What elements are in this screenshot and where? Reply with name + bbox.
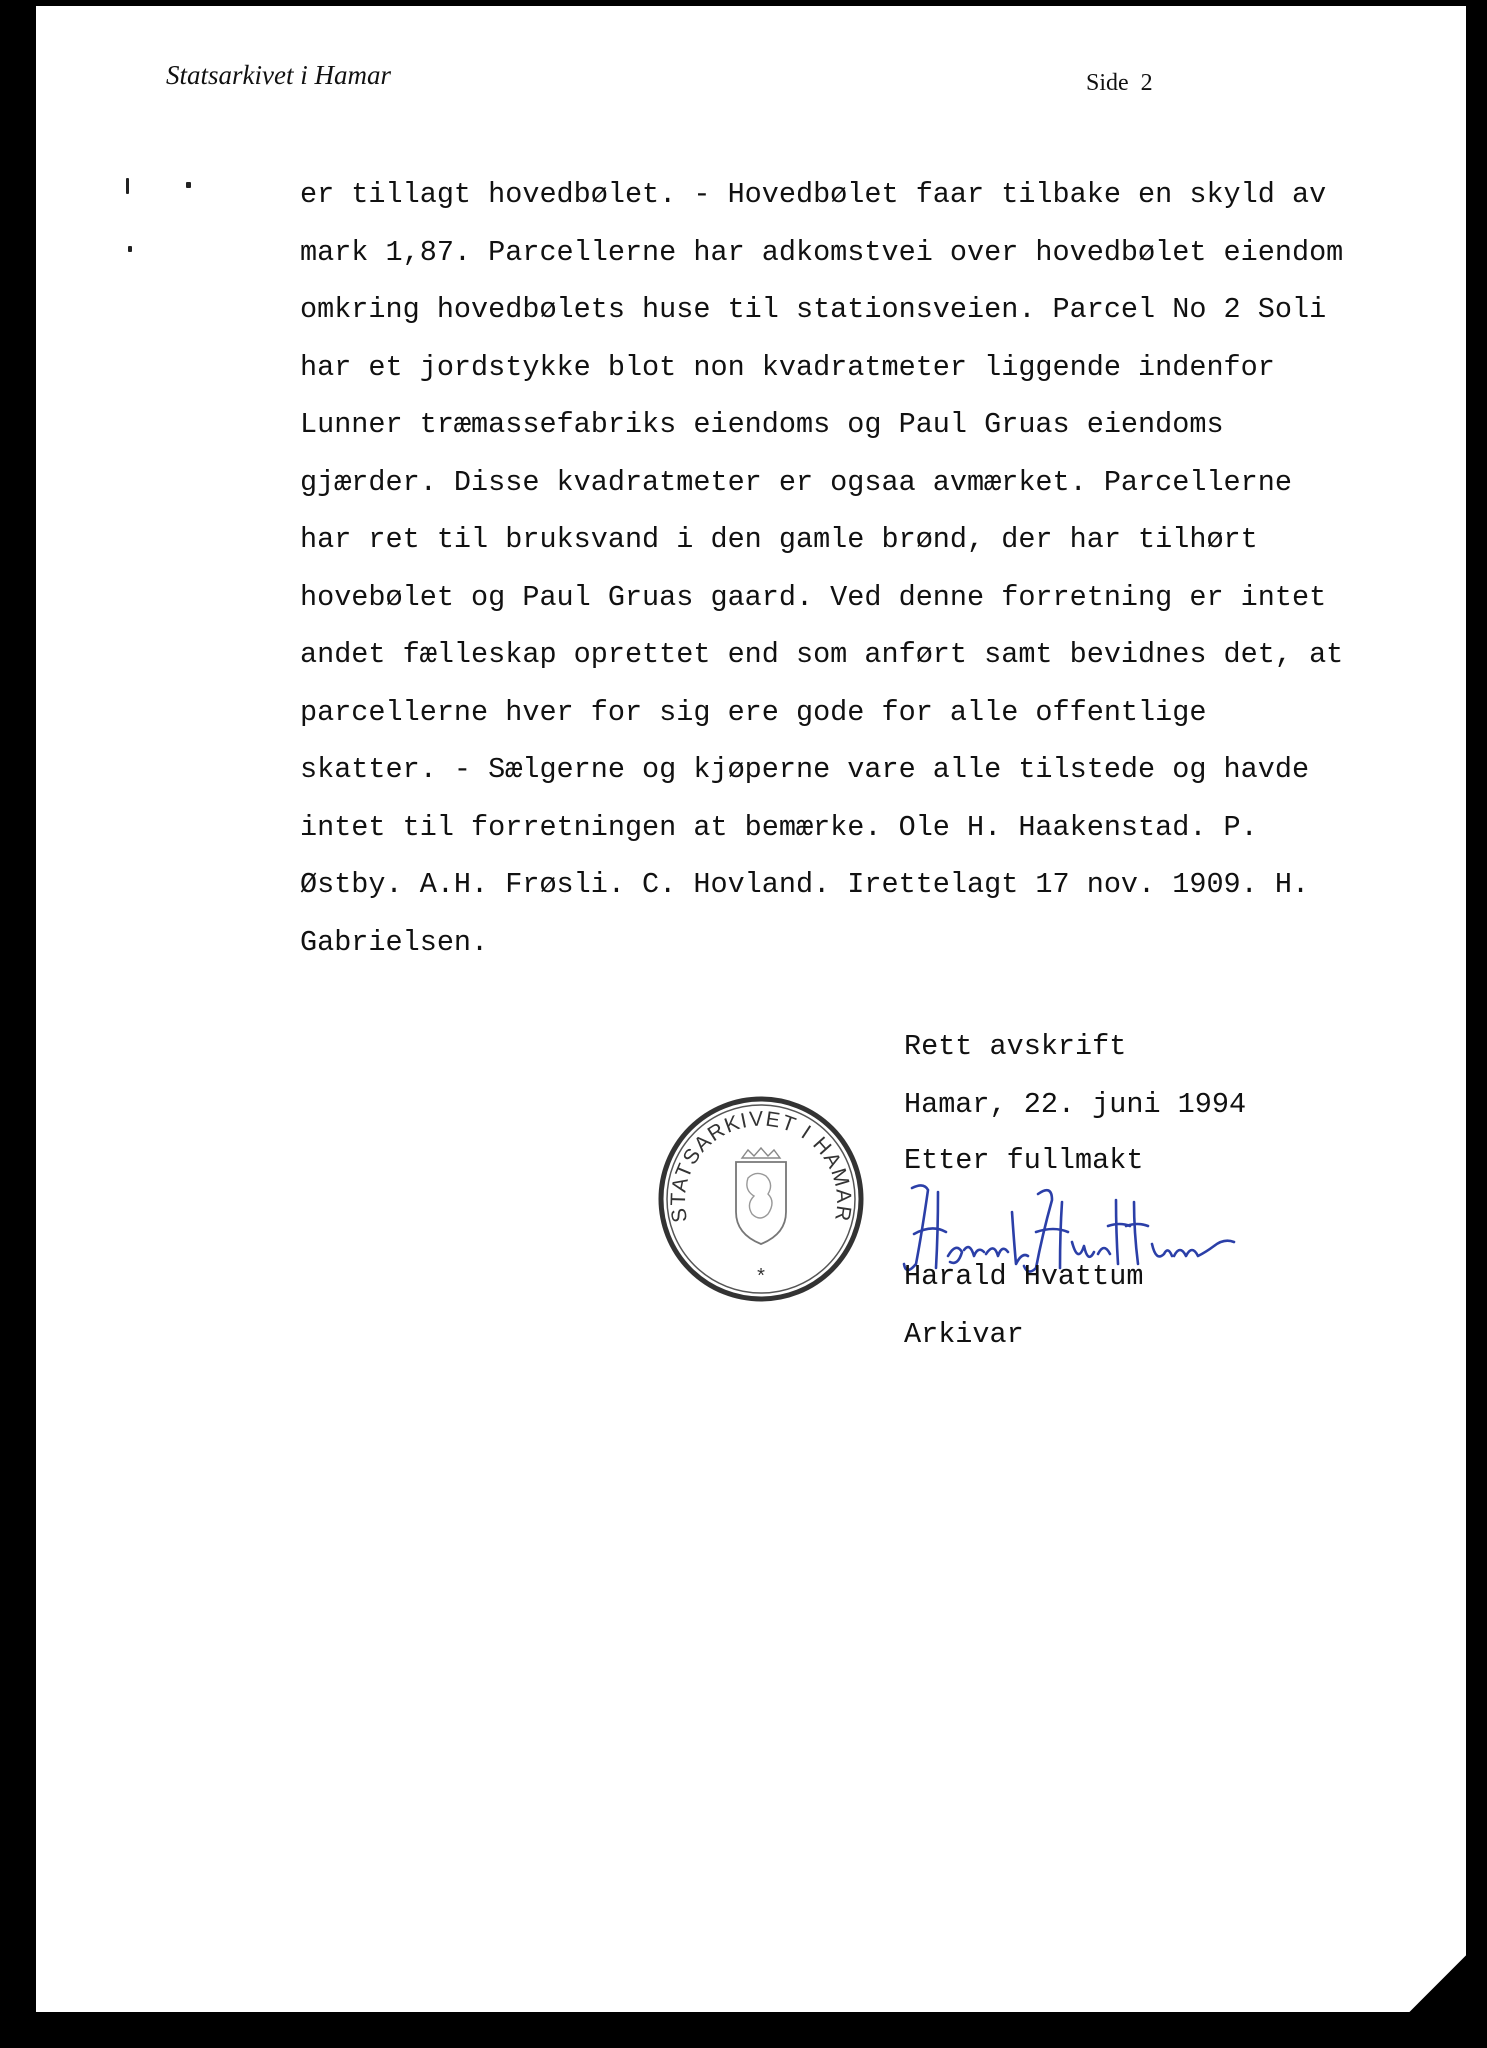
margin-scan-mark [128,246,132,252]
signatory-title: Arkivar [904,1318,1024,1351]
page-corner-fold [1409,1955,1466,2012]
place-date-line: Hamar, 22. juni 1994 [904,1088,1247,1121]
text-line: er tillagt hovedbølet. - Hovedbølet faar tilbake en skyld av [300,178,1327,211]
text-line: mark 1,87. Parcellerne har adkomstvei over hovedbølet eiendom [300,235,1344,269]
archive-seal-stamp [656,1094,866,1304]
text-line: andet fælleskap oprettet end som anført samt bevidnes det, at [300,638,1344,671]
text-line: gjærder. Disse kvadratmeter er ogsaa avmærket. Parcellerne [300,465,1292,499]
seal-text-path: STATSARKIVET I HAMAR [666,1107,856,1225]
text-line: parcellerne hver for sig ere gode for alle offentlige [300,695,1207,729]
margin-scan-mark [186,182,191,188]
text-line: Østby. A.H. Frøsli. C. Hovland. Irettelagt 17 nov. 1909. H. [300,868,1310,901]
text-line: omkring hovedbølets huse til stationsveien. Parcel No 2 Soli [300,293,1327,326]
page-number-label: Side 2 [1086,70,1153,96]
text-line: skatter. - Sælgerne og kjøperne vare alle tilstede og havde [300,753,1310,786]
signatory-name: Harald Hvattum [904,1260,1144,1293]
certification-line: Rett avskrift [904,1030,1127,1063]
text-line: Gabrielsen. [300,925,489,959]
deed-transcription-text [300,166,1420,971]
authority-line: Etter fullmakt [904,1144,1144,1177]
text-line: Lunner træmassefabriks eiendoms og Paul Gruas eiendoms [300,408,1224,441]
text-line: intet til forretningen at bemærke. Ole H. Haakenstad. P. [300,810,1258,844]
text-line: har ret til bruksvand i den gamle brønd, der har tilhørt [300,523,1258,556]
archive-name-header: Statsarkivet i Hamar [166,60,391,90]
seal-star: * [757,1265,765,1287]
document-page [36,6,1466,2012]
coat-of-arms-icon [736,1148,786,1244]
text-line: hovebølet og Paul Gruas gaard. Ved denne forretning er intet [300,580,1327,614]
text-line: har et jordstykke blot non kvadratmeter liggende indenfor [300,350,1275,384]
margin-scan-mark [126,178,129,194]
